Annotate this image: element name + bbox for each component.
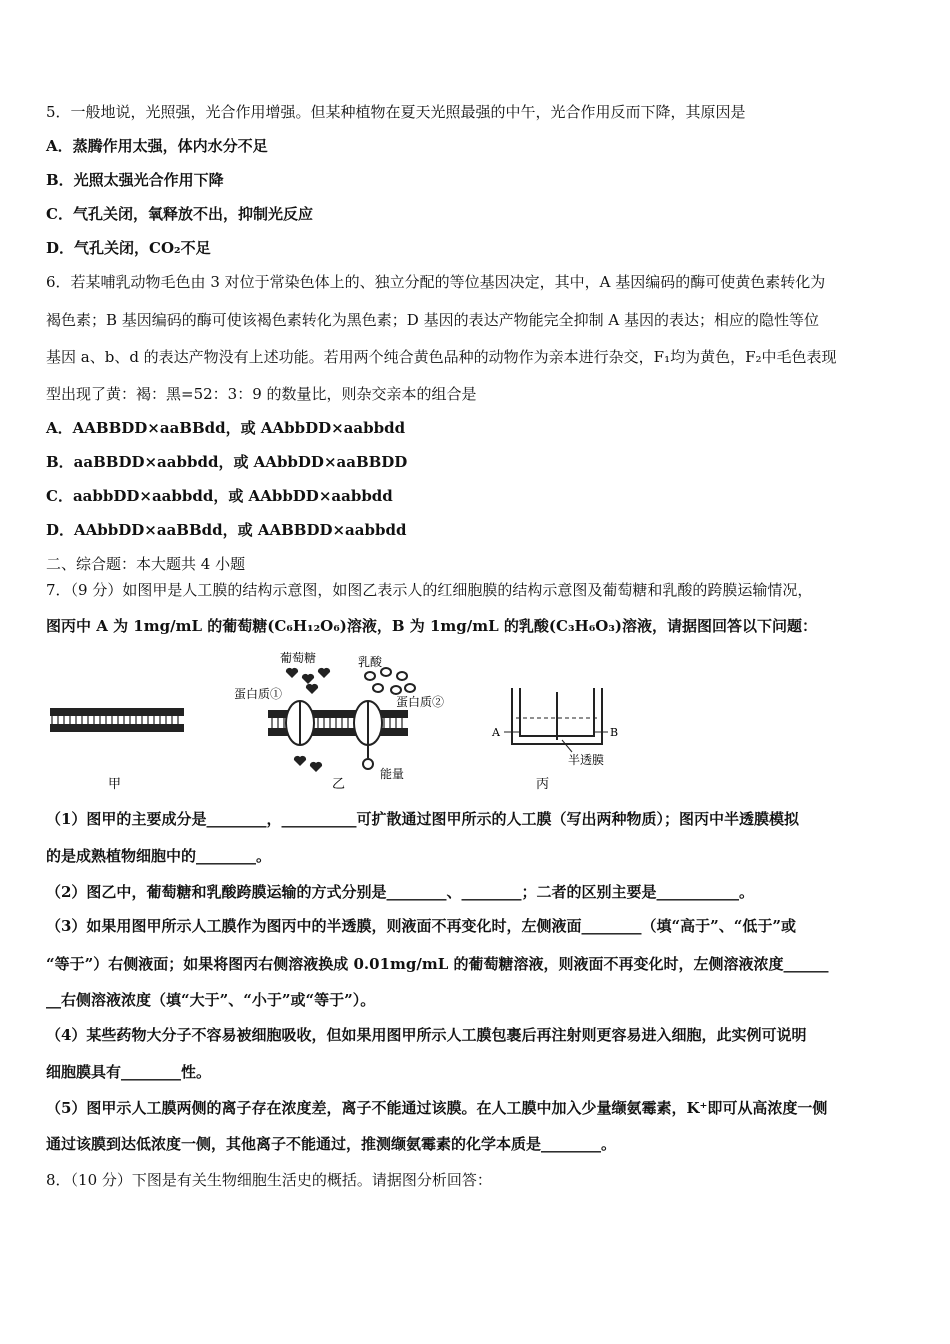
- text-line: 6．若某哺乳动物毛色由 3 对位于常染色体上的、独立分配的等位基因决定，其中，A 基因编码的酶可使黄色素转化为: [46, 273, 826, 291]
- artificial-membrane-diagram: [50, 708, 184, 792]
- text-line: 褐色素；B 基因编码的酶可使该褐色素转化为黑色素；D 基因的表达产物能完全抑制 A 基因的表达；相应的隐性等位: [46, 311, 819, 329]
- option-a: A．AABBDD×aaBBdd，或 AAbbDD×aabbdd: [46, 419, 406, 437]
- label-bing: 丙: [536, 777, 550, 792]
- text-line: 图丙中 A 为 1mg/mL 的葡萄糖(C₆H₁₂O₆)溶液，B 为 1mg/mL 的乳酸(C₃H₆O₃)溶液，请据图回答以下问题：: [46, 617, 817, 635]
- label-b: B: [610, 726, 619, 739]
- option-d: D．AAbbDD×aaBBdd，或 AABBDD×aabbdd: [46, 521, 407, 539]
- text-line: __右侧溶液浓度（填“大于”、“小于”或“等于”）。: [46, 991, 376, 1009]
- option-a: A．蒸腾作用太强，体内水分不足: [46, 137, 268, 155]
- label-yi: 乙: [332, 777, 346, 792]
- sub-question-3: （3）如果用图甲所示人工膜作为图丙中的半透膜，则液面不再变化时，左侧液面________（填“高于”、“低于”或: [46, 917, 796, 935]
- option-c: C．气孔关闭，氧释放不出，抑制光反应: [46, 205, 313, 223]
- label-protein-2: 蛋白质②: [396, 695, 445, 709]
- energy-icon: [363, 759, 373, 769]
- text-line: 通过该膜到达低浓度一侧，其他离子不能通过，推测缬氨霉素的化学本质是________。: [46, 1135, 617, 1153]
- sub-question-2: （2）图乙中，葡萄糖和乳酸跨膜运输的方式分别是________、________；二者的区别主要是___________。: [46, 883, 754, 901]
- label-a: A: [492, 726, 500, 739]
- text-line: “等于”）右侧液面；如果将图丙右侧溶液换成 0.01mg/mL 的葡萄糖溶液，则液面不再变化时，左侧溶液浓度______: [46, 955, 829, 973]
- sub-question-1: （1）图甲的主要成分是________，__________可扩散通过图甲所示的人工膜（写出两种物质）；图丙中半透膜模拟: [46, 810, 799, 828]
- text-line: 7．（9 分）如图甲是人工膜的结构示意图，如图乙表示人的红细胞膜的结构示意图及葡萄糖和乳酸的跨膜运输情况，: [46, 581, 813, 599]
- text-line: 基因 a、b、d 的表达产物没有上述功能。若用两个纯合黄色品种的动物作为亲本进行杂交，F₁均为黄色，F₂中毛色表现: [46, 348, 837, 366]
- red-cell-membrane-diagram: [234, 650, 444, 792]
- sub-question-4: （4）某些药物大分子不容易被细胞吸收，但如果用图甲所示人工膜包裹后再注射则更容易进入细胞，此实例可说明: [46, 1026, 807, 1044]
- section-heading: 二、综合题：本大题共 4 小题: [46, 555, 246, 573]
- label-jia: 甲: [108, 777, 122, 792]
- label-energy: 能量: [380, 767, 405, 781]
- lactic-acid-molecules-icon: [365, 668, 415, 694]
- label-glucose: 葡萄糖: [280, 651, 317, 665]
- option-d: D．气孔关闭，CO₂不足: [46, 239, 211, 257]
- option-c: C．aabbDD×aabbdd，或 AAbbDD×aabbdd: [46, 487, 393, 505]
- label-protein-1: 蛋白质①: [234, 687, 283, 701]
- text-line: 5．一般地说，光照强，光合作用增强。但某种植物在夏天光照最强的中午，光合作用反而下降，其原因是: [46, 103, 746, 121]
- option-b: B．aaBBDD×aabbdd，或 AAbbDD×aaBBDD: [46, 453, 408, 471]
- text-line: 细胞膜具有________性。: [46, 1063, 212, 1081]
- label-lactic-acid: 乳酸: [358, 655, 383, 669]
- option-b: B．光照太强光合作用下降: [46, 171, 224, 189]
- sub-question-5: （5）图甲示人工膜两侧的离子存在浓度差，离子不能通过该膜。在人工膜中加入少量缬氨霉素，K⁺即可从高浓度一侧: [46, 1099, 828, 1117]
- question-8: 8．（10 分）下图是有关生物细胞生活史的概括。请据图分析回答：: [46, 1171, 492, 1189]
- membrane-figure: [46, 648, 626, 798]
- text-line: 型出现了黄：褐：黑=52：3：9 的数量比，则杂交亲本的组合是: [46, 385, 477, 403]
- text-line: 的是成熟植物细胞中的________。: [46, 847, 272, 865]
- u-tube-diagram: [491, 688, 618, 792]
- label-semipermeable: 半透膜: [568, 753, 605, 767]
